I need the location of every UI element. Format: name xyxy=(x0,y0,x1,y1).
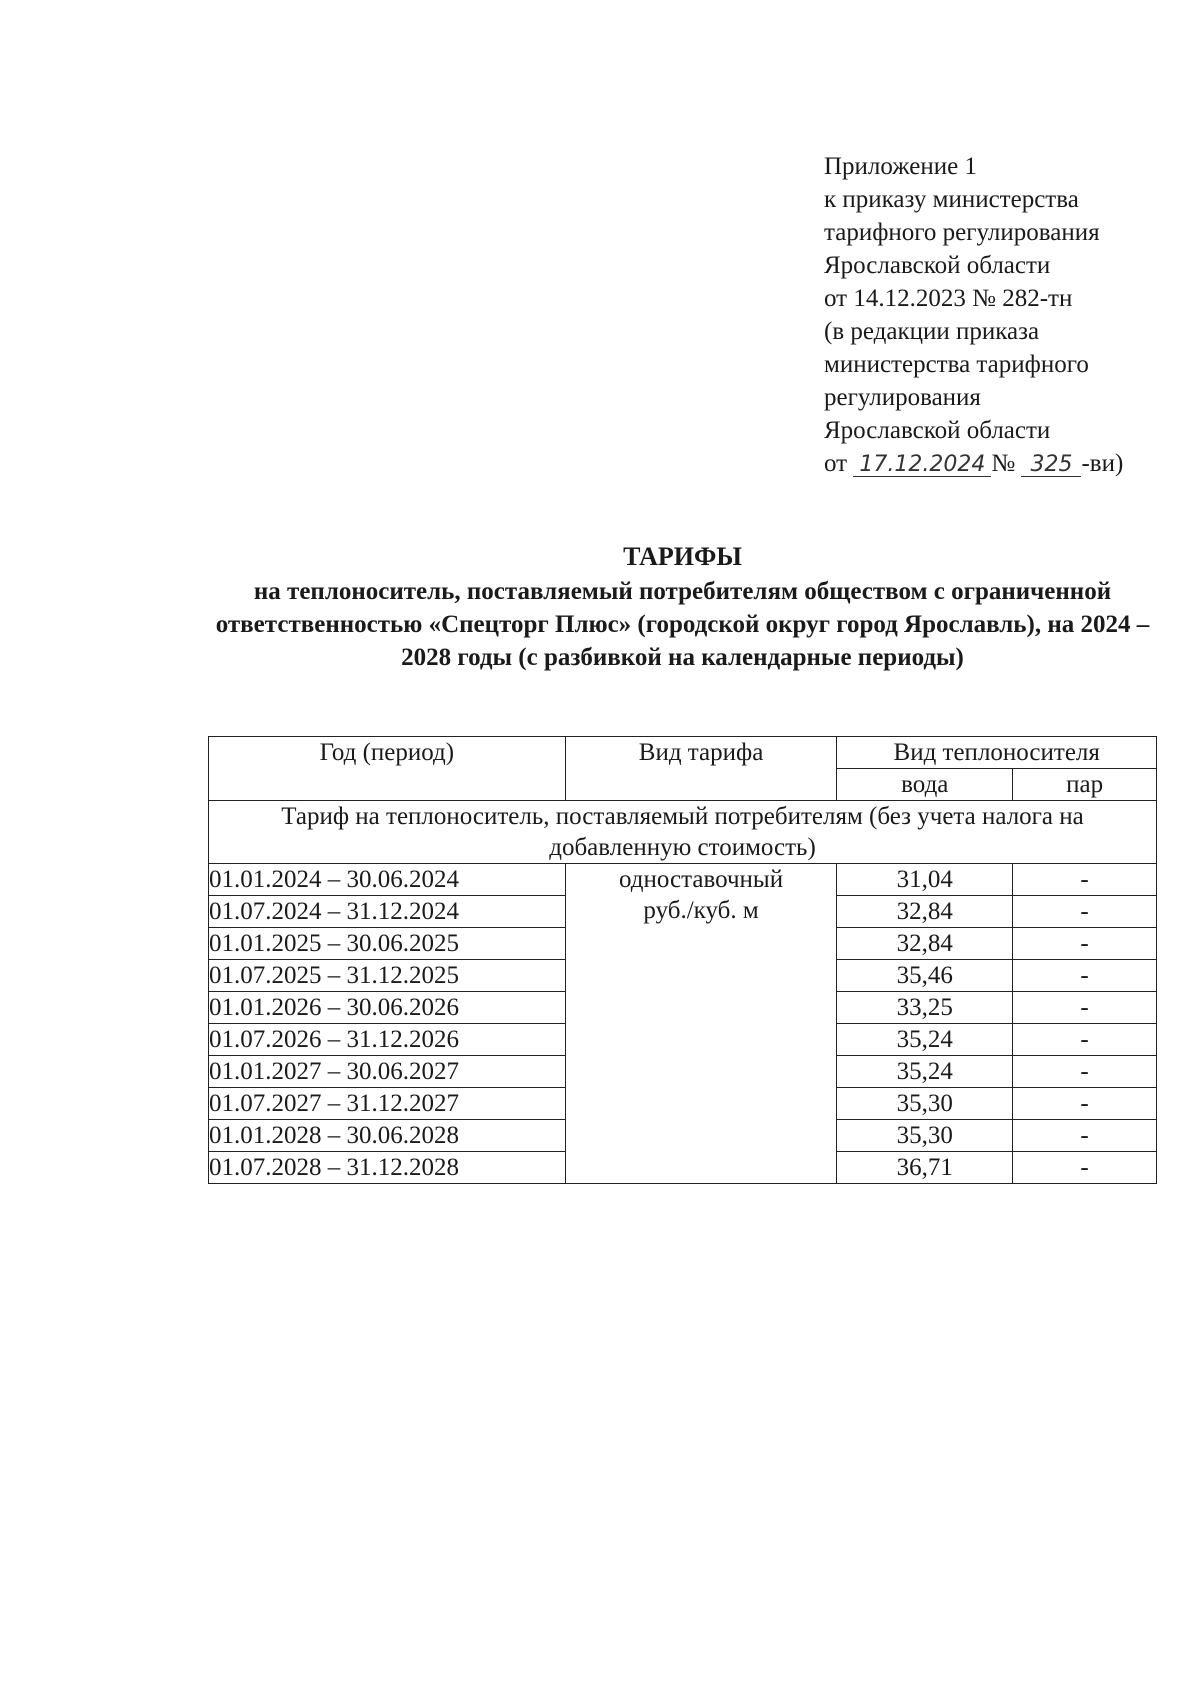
period-cell: 01.01.2024 – 30.06.2024 xyxy=(209,864,566,896)
water-cell: 35,30 xyxy=(837,1120,1013,1152)
period-cell: 01.01.2027 – 30.06.2027 xyxy=(209,1056,566,1088)
water-cell: 32,84 xyxy=(837,928,1013,960)
appendix-line: Ярославской области xyxy=(824,417,1051,444)
table-section-row xyxy=(209,801,1157,864)
appendix-last-line xyxy=(824,447,1123,480)
steam-cell: - xyxy=(1013,864,1157,896)
water-cell: 35,24 xyxy=(837,1024,1013,1056)
period-cell: 01.07.2028 – 31.12.2028 xyxy=(209,1152,566,1184)
water-cell: 32,84 xyxy=(837,896,1013,928)
appendix-line: регулирования xyxy=(824,384,981,411)
document-subtitle: на теплоноситель, поставляемый потребителям обществом с ограниченной ответственностью «Спецторг Плюс» (городской округ город Ярославль), на 2024 – 2028 годы (с разбивкой на календарные периоды) xyxy=(215,578,1150,671)
appendix-line: тарифного регулирования xyxy=(824,219,1100,246)
water-cell: 35,46 xyxy=(837,960,1013,992)
document-title: ТАРИФЫ xyxy=(623,542,742,571)
steam-cell: - xyxy=(1013,1120,1157,1152)
appendix-line: министерства тарифного xyxy=(824,351,1089,378)
document-title-block xyxy=(205,540,1160,674)
section-title: Тариф на теплоноситель, поставляемый потребителям (без учета налога на добавленную стоимость) xyxy=(209,801,1157,864)
appendix-line: (в редакции приказа xyxy=(824,318,1040,345)
period-cell: 01.07.2027 – 31.12.2027 xyxy=(209,1088,566,1120)
water-cell: 31,04 xyxy=(837,864,1013,896)
period-cell: 01.07.2026 – 31.12.2026 xyxy=(209,1024,566,1056)
period-cell: 01.01.2028 – 30.06.2028 xyxy=(209,1120,566,1152)
appendix-line: от 14.12.2023 № 282-тн xyxy=(824,285,1073,312)
tariff-type-name: одноставочный xyxy=(619,866,784,893)
water-cell: 35,24 xyxy=(837,1056,1013,1088)
period-cell: 01.07.2025 – 31.12.2025 xyxy=(209,960,566,992)
tariff-type-cell xyxy=(565,864,837,1184)
appendix-last-suffix: -ви) xyxy=(1081,450,1124,477)
header-water: вода xyxy=(837,769,1013,801)
tariff-table xyxy=(208,736,1157,1184)
steam-cell: - xyxy=(1013,1152,1157,1184)
header-tariff-type: Вид тарифа xyxy=(565,737,837,801)
steam-cell: - xyxy=(1013,896,1157,928)
appendix-block xyxy=(824,150,1123,480)
tariff-type-unit: руб./куб. м xyxy=(643,897,759,924)
appendix-number-sign: № xyxy=(991,450,1016,477)
table-header-row xyxy=(209,737,1157,769)
steam-cell: - xyxy=(1013,960,1157,992)
appendix-line: Ярославской области xyxy=(824,252,1051,279)
appendix-line: к приказу министерства xyxy=(824,186,1079,213)
period-cell: 01.07.2024 – 31.12.2024 xyxy=(209,896,566,928)
table-row xyxy=(209,864,1157,896)
header-carrier: Вид теплоносителя xyxy=(837,737,1157,769)
water-cell: 35,30 xyxy=(837,1088,1013,1120)
period-cell: 01.01.2026 – 30.06.2026 xyxy=(209,992,566,1024)
steam-cell: - xyxy=(1013,992,1157,1024)
steam-cell: - xyxy=(1013,1088,1157,1120)
steam-cell: - xyxy=(1013,1056,1157,1088)
water-cell: 36,71 xyxy=(837,1152,1013,1184)
header-steam: пар xyxy=(1013,769,1157,801)
steam-cell: - xyxy=(1013,1024,1157,1056)
appendix-last-prefix: от xyxy=(824,450,848,477)
water-cell: 33,25 xyxy=(837,992,1013,1024)
steam-cell: - xyxy=(1013,928,1157,960)
handwritten-number: 325 xyxy=(1021,454,1081,477)
handwritten-date: 17.12.2024 xyxy=(853,454,991,477)
appendix-line: Приложение 1 xyxy=(824,153,977,180)
header-period: Год (период) xyxy=(209,737,566,801)
period-cell: 01.01.2025 – 30.06.2025 xyxy=(209,928,566,960)
